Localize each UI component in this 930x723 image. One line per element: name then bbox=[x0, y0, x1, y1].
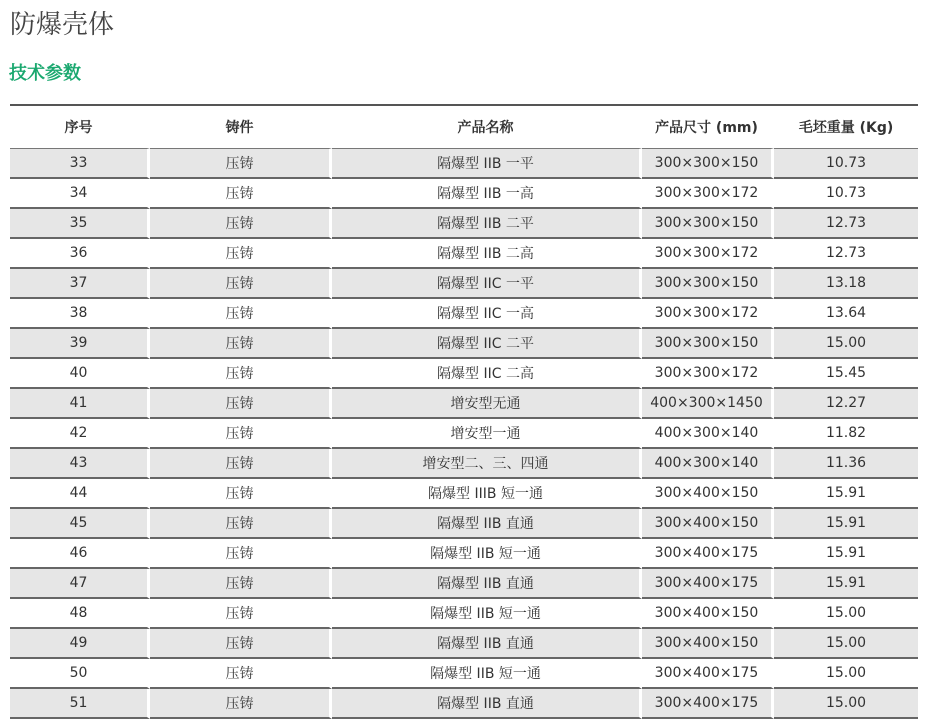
cell-cast: 压铸 bbox=[150, 419, 332, 449]
cell-weight: 12.73 bbox=[774, 209, 918, 239]
cell-no: 45 bbox=[10, 509, 150, 539]
cell-cast: 压铸 bbox=[150, 149, 332, 179]
cell-name: 隔爆型 IIB 短一通 bbox=[332, 599, 642, 629]
cell-name: 隔爆型 IIC 二高 bbox=[332, 359, 642, 389]
header-weight: 毛坯重量 (Kg) bbox=[774, 106, 918, 149]
table-row bbox=[10, 599, 918, 629]
cell-no: 41 bbox=[10, 389, 150, 419]
cell-name: 隔爆型 IIB 二高 bbox=[332, 239, 642, 269]
cell-cast: 压铸 bbox=[150, 269, 332, 299]
table-row bbox=[10, 419, 918, 449]
table-row bbox=[10, 539, 918, 569]
table-row bbox=[10, 509, 918, 539]
cell-size: 300×300×150 bbox=[642, 209, 774, 239]
cell-size: 300×300×172 bbox=[642, 179, 774, 209]
cell-size: 300×400×150 bbox=[642, 479, 774, 509]
cell-no: 33 bbox=[10, 149, 150, 179]
cell-size: 300×300×172 bbox=[642, 359, 774, 389]
cell-name: 隔爆型 IIB 直通 bbox=[332, 629, 642, 659]
cell-no: 34 bbox=[10, 179, 150, 209]
tech-params-table bbox=[10, 104, 918, 719]
cell-size: 300×300×150 bbox=[642, 269, 774, 299]
cell-weight: 13.18 bbox=[774, 269, 918, 299]
table-row bbox=[10, 329, 918, 359]
cell-weight: 12.27 bbox=[774, 389, 918, 419]
table-row bbox=[10, 269, 918, 299]
cell-cast: 压铸 bbox=[150, 689, 332, 719]
table-row bbox=[10, 299, 918, 329]
cell-no: 40 bbox=[10, 359, 150, 389]
cell-no: 35 bbox=[10, 209, 150, 239]
cell-name: 隔爆型 IIB 直通 bbox=[332, 509, 642, 539]
header-name: 产品名称 bbox=[332, 106, 642, 149]
cell-weight: 15.00 bbox=[774, 689, 918, 719]
cell-weight: 15.91 bbox=[774, 539, 918, 569]
cell-name: 增安型一通 bbox=[332, 419, 642, 449]
section-title: 技术参数 bbox=[9, 63, 81, 84]
cell-size: 400×300×1450 bbox=[642, 389, 774, 419]
cell-cast: 压铸 bbox=[150, 209, 332, 239]
cell-name: 隔爆型 IIB 二平 bbox=[332, 209, 642, 239]
table-row bbox=[10, 359, 918, 389]
cell-cast: 压铸 bbox=[150, 509, 332, 539]
header-size: 产品尺寸 (mm) bbox=[642, 106, 774, 149]
table-row bbox=[10, 689, 918, 719]
cell-cast: 压铸 bbox=[150, 599, 332, 629]
table-row bbox=[10, 449, 918, 479]
cell-weight: 10.73 bbox=[774, 179, 918, 209]
cell-cast: 压铸 bbox=[150, 389, 332, 419]
cell-weight: 15.00 bbox=[774, 329, 918, 359]
cell-name: 隔爆型 IIB 直通 bbox=[332, 689, 642, 719]
cell-no: 46 bbox=[10, 539, 150, 569]
cell-weight: 15.00 bbox=[774, 659, 918, 689]
cell-weight: 11.82 bbox=[774, 419, 918, 449]
cell-name: 隔爆型 IIB 短一通 bbox=[332, 659, 642, 689]
cell-cast: 压铸 bbox=[150, 659, 332, 689]
cell-weight: 15.00 bbox=[774, 599, 918, 629]
cell-no: 48 bbox=[10, 599, 150, 629]
cell-no: 39 bbox=[10, 329, 150, 359]
cell-size: 300×400×150 bbox=[642, 509, 774, 539]
cell-weight: 15.91 bbox=[774, 569, 918, 599]
cell-weight: 15.00 bbox=[774, 629, 918, 659]
cell-size: 300×400×175 bbox=[642, 539, 774, 569]
cell-size: 400×300×140 bbox=[642, 449, 774, 479]
table-row bbox=[10, 659, 918, 689]
cell-cast: 压铸 bbox=[150, 359, 332, 389]
header-no: 序号 bbox=[10, 106, 150, 149]
cell-cast: 压铸 bbox=[150, 569, 332, 599]
table-row bbox=[10, 149, 918, 179]
table-row bbox=[10, 239, 918, 269]
cell-size: 300×300×172 bbox=[642, 239, 774, 269]
cell-no: 42 bbox=[10, 419, 150, 449]
cell-cast: 压铸 bbox=[150, 539, 332, 569]
table-row bbox=[10, 629, 918, 659]
cell-size: 400×300×140 bbox=[642, 419, 774, 449]
cell-size: 300×400×150 bbox=[642, 599, 774, 629]
cell-no: 47 bbox=[10, 569, 150, 599]
table-body bbox=[10, 149, 918, 719]
cell-name: 增安型无通 bbox=[332, 389, 642, 419]
cell-cast: 压铸 bbox=[150, 299, 332, 329]
table-row bbox=[10, 209, 918, 239]
cell-weight: 15.91 bbox=[774, 509, 918, 539]
cell-size: 300×400×175 bbox=[642, 689, 774, 719]
cell-name: 隔爆型 IIC 一平 bbox=[332, 269, 642, 299]
cell-cast: 压铸 bbox=[150, 479, 332, 509]
cell-weight: 15.45 bbox=[774, 359, 918, 389]
cell-no: 51 bbox=[10, 689, 150, 719]
cell-weight: 13.64 bbox=[774, 299, 918, 329]
cell-name: 隔爆型 IIC 一高 bbox=[332, 299, 642, 329]
cell-weight: 10.73 bbox=[774, 149, 918, 179]
cell-name: 隔爆型 IIC 二平 bbox=[332, 329, 642, 359]
cell-name: 隔爆型 IIB 一高 bbox=[332, 179, 642, 209]
cell-name: 隔爆型 IIIB 短一通 bbox=[332, 479, 642, 509]
cell-name: 隔爆型 IIB 短一通 bbox=[332, 539, 642, 569]
cell-size: 300×400×175 bbox=[642, 569, 774, 599]
cell-no: 38 bbox=[10, 299, 150, 329]
cell-name: 隔爆型 IIB 直通 bbox=[332, 569, 642, 599]
cell-size: 300×400×150 bbox=[642, 629, 774, 659]
cell-cast: 压铸 bbox=[150, 449, 332, 479]
cell-weight: 11.36 bbox=[774, 449, 918, 479]
cell-cast: 压铸 bbox=[150, 329, 332, 359]
page-title: 防爆壳体 bbox=[10, 10, 115, 40]
tech-params-table-wrapper bbox=[10, 104, 918, 719]
cell-weight: 15.91 bbox=[774, 479, 918, 509]
cell-no: 43 bbox=[10, 449, 150, 479]
table-row bbox=[10, 179, 918, 209]
cell-cast: 压铸 bbox=[150, 179, 332, 209]
table-row bbox=[10, 479, 918, 509]
cell-no: 44 bbox=[10, 479, 150, 509]
cell-no: 50 bbox=[10, 659, 150, 689]
cell-name: 增安型二、三、四通 bbox=[332, 449, 642, 479]
table-row bbox=[10, 569, 918, 599]
table-row bbox=[10, 389, 918, 419]
cell-weight: 12.73 bbox=[774, 239, 918, 269]
cell-no: 36 bbox=[10, 239, 150, 269]
cell-size: 300×300×172 bbox=[642, 299, 774, 329]
cell-size: 300×300×150 bbox=[642, 149, 774, 179]
cell-cast: 压铸 bbox=[150, 239, 332, 269]
cell-size: 300×300×150 bbox=[642, 329, 774, 359]
cell-no: 49 bbox=[10, 629, 150, 659]
cell-cast: 压铸 bbox=[150, 629, 332, 659]
cell-size: 300×400×175 bbox=[642, 659, 774, 689]
header-cast: 铸件 bbox=[150, 106, 332, 149]
cell-name: 隔爆型 IIB 一平 bbox=[332, 149, 642, 179]
cell-no: 37 bbox=[10, 269, 150, 299]
table-header-row bbox=[10, 106, 918, 149]
